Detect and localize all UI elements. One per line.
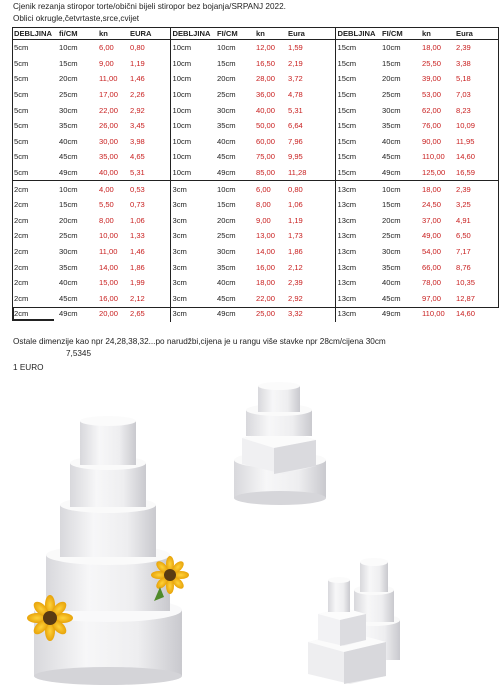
- price-kn-cell: 17,00: [99, 90, 119, 100]
- diameter-cell: 30cm: [382, 247, 401, 257]
- diameter-cell: 15cm: [382, 58, 401, 68]
- price-eur-cell: 16,59: [456, 168, 476, 178]
- price-kn-cell: 37,00: [422, 215, 442, 225]
- thickness-cell: 5cm: [14, 90, 29, 100]
- table-row: [12, 306, 499, 322]
- price-kn-cell: 25,50: [422, 58, 442, 68]
- price-kn-cell: 10,00: [99, 231, 119, 241]
- price-eur-cell: 12,87: [456, 293, 476, 303]
- thickness-cell: 2cm: [14, 309, 29, 319]
- thickness-cell: 15cm: [335, 134, 380, 150]
- price-kn-cell: 15,00: [99, 278, 119, 288]
- price-eur-cell: 1,33: [130, 231, 145, 241]
- price-eur-cell: 1,46: [130, 247, 145, 257]
- thickness-cell: 10cm: [170, 40, 215, 56]
- price-eur-cell: 5,18: [456, 74, 471, 84]
- table-row: [12, 244, 499, 260]
- diameter-cell: 45cm: [382, 152, 401, 162]
- column-header: kn: [420, 27, 454, 40]
- diameter-cell: 35cm: [382, 262, 401, 272]
- table-row: [12, 56, 499, 72]
- diameter-cell: 40cm: [217, 136, 236, 146]
- price-kn-cell: 8,00: [99, 215, 114, 225]
- thickness-cell: 15cm: [335, 87, 380, 103]
- diameter-cell: 25cm: [217, 90, 236, 100]
- thickness-cell: 5cm: [14, 58, 29, 68]
- diameter-cell: 15cm: [217, 200, 236, 210]
- price-eur-cell: 2,65: [130, 309, 145, 319]
- price-eur-cell: 3,72: [288, 74, 303, 84]
- diameter-cell: 20cm: [217, 74, 236, 84]
- price-kn-cell: 110,00: [422, 309, 445, 319]
- cake-dummy-photo-square: [302, 556, 412, 686]
- thickness-cell: 13cm: [335, 291, 380, 307]
- price-eur-cell: 6,64: [288, 121, 303, 131]
- thickness-cell: 3cm: [170, 259, 215, 275]
- thickness-cell: 10cm: [170, 102, 215, 118]
- price-kn-cell: 60,00: [256, 136, 276, 146]
- table-row: [12, 291, 499, 307]
- thickness-cell: 15cm: [335, 40, 380, 56]
- diameter-cell: 49cm: [217, 309, 236, 319]
- diameter-cell: 10cm: [215, 181, 254, 197]
- price-kn-cell: 18,00: [422, 43, 442, 53]
- price-kn-cell: 20,00: [99, 309, 119, 319]
- price-eur-cell: 8,23: [456, 105, 471, 115]
- price-kn-cell: 5,50: [99, 200, 114, 210]
- price-kn-cell: 30,00: [99, 136, 119, 146]
- price-eur-cell: 14,60: [456, 309, 476, 319]
- price-eur-cell: 4,78: [288, 90, 303, 100]
- price-kn-cell: 75,00: [256, 152, 276, 162]
- thickness-cell: 13cm: [335, 306, 380, 322]
- column-header: FI/CM: [380, 27, 420, 40]
- price-eur-cell: 2,19: [288, 58, 303, 68]
- column-header: DEBLJINA: [170, 27, 215, 40]
- diameter-cell: 20cm: [59, 74, 78, 84]
- price-eur-cell: 10,35: [456, 278, 476, 288]
- thickness-cell: 13cm: [335, 228, 380, 244]
- price-eur-cell: 9,95: [288, 152, 303, 162]
- price-kn-cell: 22,00: [99, 105, 119, 115]
- thickness-cell: 3cm: [170, 244, 215, 260]
- table-row: [12, 181, 499, 197]
- diameter-cell: 15cm: [59, 58, 78, 68]
- price-kn-cell: 90,00: [422, 136, 442, 146]
- diameter-cell: 25cm: [382, 90, 401, 100]
- price-kn-cell: 16,00: [256, 262, 276, 272]
- price-eur-cell: 7,96: [288, 136, 303, 146]
- diameter-cell: 30cm: [382, 105, 401, 115]
- thickness-cell: 3cm: [170, 275, 215, 291]
- diameter-cell: 30cm: [59, 247, 78, 257]
- price-eur-cell: 3,38: [456, 58, 471, 68]
- table-row: [12, 165, 499, 181]
- price-kn-cell: 39,00: [422, 74, 442, 84]
- price-eur-cell: 1,46: [130, 74, 145, 84]
- diameter-cell: 10cm: [217, 43, 236, 53]
- price-kn-cell: 4,00: [97, 181, 128, 197]
- price-eur-cell: 2,39: [288, 278, 303, 288]
- column-header: FI/CM: [215, 27, 254, 40]
- thickness-cell: 2cm: [14, 200, 29, 210]
- thickness-cell: 2cm: [14, 215, 29, 225]
- price-eur-cell: 0,53: [128, 181, 170, 197]
- thickness-cell: 2cm: [14, 247, 29, 257]
- price-kn-cell: 50,00: [256, 121, 276, 131]
- diameter-cell: 15cm: [59, 200, 78, 210]
- diameter-cell: 45cm: [59, 152, 78, 162]
- table-row: [12, 134, 499, 150]
- diameter-cell: 20cm: [382, 215, 401, 225]
- thickness-cell: 5cm: [14, 121, 29, 131]
- diameter-cell: 15cm: [217, 58, 236, 68]
- column-header: kn: [254, 27, 286, 40]
- price-kn-cell: 24,50: [422, 200, 442, 210]
- price-eur-cell: 5,31: [288, 105, 303, 115]
- diameter-cell: 35cm: [59, 121, 78, 131]
- thickness-cell: 5cm: [14, 136, 29, 146]
- diameter-cell: 10cm: [382, 43, 401, 53]
- diameter-cell: 49cm: [59, 168, 78, 178]
- price-eur-cell: 7,17: [456, 247, 471, 257]
- price-kn-cell: 66,00: [422, 262, 442, 272]
- thickness-cell: 5cm: [14, 74, 29, 84]
- price-kn-cell: 14,00: [256, 247, 276, 257]
- thickness-cell: 10cm: [170, 56, 215, 72]
- diameter-cell: 25cm: [382, 231, 401, 241]
- price-eur-cell: 0,80: [286, 181, 335, 197]
- price-kn-cell: 9,00: [256, 215, 271, 225]
- price-eur-cell: 2,39: [454, 181, 499, 197]
- price-eur-cell: 7,03: [456, 90, 471, 100]
- price-eur-cell: 1,59: [288, 43, 303, 53]
- price-kn-cell: 11,00: [99, 247, 118, 257]
- price-eur-cell: 4,91: [456, 215, 471, 225]
- diameter-cell: 49cm: [382, 309, 401, 319]
- price-eur-cell: 11,28: [288, 168, 307, 178]
- diameter-cell: 40cm: [382, 278, 401, 288]
- diameter-cell: 45cm: [217, 293, 236, 303]
- price-kn-cell: 40,00: [256, 105, 276, 115]
- note-exchange-rate: 7,5345: [66, 349, 92, 358]
- price-kn-cell: 125,00: [422, 168, 446, 178]
- diameter-cell: 35cm: [382, 121, 401, 131]
- column-header: DEBLJINA: [335, 27, 380, 40]
- price-kn-cell: 97,00: [422, 293, 442, 303]
- diameter-cell: 30cm: [217, 247, 236, 257]
- price-table: [12, 27, 499, 322]
- diameter-cell: 40cm: [59, 278, 78, 288]
- table-row: [12, 118, 499, 134]
- diameter-cell: 20cm: [382, 74, 401, 84]
- thickness-cell: 10cm: [170, 118, 215, 134]
- diameter-cell: 35cm: [59, 262, 78, 272]
- price-kn-cell: 40,00: [99, 168, 119, 178]
- column-header: EURA: [128, 27, 170, 40]
- diameter-cell: 20cm: [59, 215, 78, 225]
- column-header: kn: [97, 27, 128, 40]
- diameter-cell: 30cm: [59, 105, 78, 115]
- price-kn-cell: 18,00: [256, 278, 276, 288]
- price-eur-cell: 1,86: [130, 262, 145, 272]
- page-subtitle: Oblici okrugle,četvrtaste,srce,cvijet: [13, 14, 140, 23]
- price-kn-cell: 22,00: [256, 293, 276, 303]
- thickness-cell: 15cm: [335, 149, 380, 165]
- thickness-cell: 10cm: [170, 165, 215, 181]
- diameter-cell: 25cm: [217, 231, 236, 241]
- diameter-cell: 35cm: [217, 262, 236, 272]
- price-kn-cell: 49,00: [422, 231, 442, 241]
- diameter-cell: 10cm: [59, 43, 78, 53]
- price-kn-cell: 85,00: [256, 168, 276, 178]
- diameter-cell: 20cm: [217, 215, 236, 225]
- price-eur-cell: 5,31: [130, 168, 145, 178]
- price-kn-cell: 6,00: [254, 181, 286, 197]
- column-header: Eura: [286, 27, 335, 40]
- note-euro: 1 EURO: [13, 363, 44, 372]
- column-header: Eura: [454, 27, 499, 40]
- diameter-cell: 45cm: [59, 293, 78, 303]
- thickness-cell: 10cm: [170, 149, 215, 165]
- thickness-cell: 10cm: [170, 71, 215, 87]
- price-eur-cell: 1,06: [130, 215, 145, 225]
- thickness-cell: 5cm: [14, 105, 29, 115]
- table-row: [12, 40, 499, 56]
- table-header-row: [12, 27, 499, 40]
- price-eur-cell: 2,92: [130, 105, 145, 115]
- thickness-cell: 13cm: [335, 259, 380, 275]
- diameter-cell: 49cm: [217, 168, 236, 178]
- price-kn-cell: 11,00: [99, 74, 118, 84]
- price-eur-cell: 1,73: [288, 231, 303, 241]
- table-row: [12, 149, 499, 165]
- price-kn-cell: 36,00: [256, 90, 276, 100]
- price-kn-cell: 6,00: [99, 43, 114, 53]
- price-kn-cell: 8,00: [256, 200, 271, 210]
- cake-dummy-photo-tall: [20, 405, 200, 685]
- thickness-cell: 2cm: [14, 262, 29, 272]
- price-kn-cell: 62,00: [422, 105, 442, 115]
- thickness-cell: 2cm: [14, 278, 29, 288]
- diameter-cell: 30cm: [217, 105, 236, 115]
- table-row: [12, 259, 499, 275]
- price-eur-cell: 3,45: [130, 121, 145, 131]
- table-row: [12, 213, 499, 229]
- price-kn-cell: 26,00: [99, 121, 119, 131]
- price-kn-cell: 16,00: [99, 293, 119, 303]
- price-eur-cell: 1,06: [288, 200, 303, 210]
- thickness-cell: 5cm: [14, 43, 29, 53]
- thickness-cell: 15cm: [335, 102, 380, 118]
- thickness-cell: 15cm: [335, 71, 380, 87]
- thickness-cell: 5cm: [14, 152, 29, 162]
- thickness-cell: 3cm: [170, 197, 215, 213]
- price-eur-cell: 14,60: [456, 152, 476, 162]
- thickness-cell: 3cm: [170, 213, 215, 229]
- thickness-cell: 2cm: [12, 181, 57, 197]
- price-eur-cell: 3,32: [288, 309, 303, 319]
- price-kn-cell: 12,00: [256, 43, 276, 53]
- table-stub-line: [12, 319, 54, 321]
- price-eur-cell: 2,12: [130, 293, 145, 303]
- price-kn-cell: 53,00: [422, 90, 442, 100]
- price-eur-cell: 0,80: [130, 43, 145, 53]
- note-dimensions: Ostale dimenzije kao npr 24,28,38,32...po narudžbi,cijena je u rangu više stavke npr 28cm/cijena 30cm: [13, 337, 386, 346]
- price-eur-cell: 0,73: [130, 200, 145, 210]
- table-row: [12, 102, 499, 118]
- diameter-cell: 40cm: [382, 136, 401, 146]
- thickness-cell: 13cm: [335, 181, 380, 197]
- price-kn-cell: 28,00: [256, 74, 276, 84]
- diameter-cell: 45cm: [217, 152, 236, 162]
- price-eur-cell: 8,76: [456, 262, 471, 272]
- price-kn-cell: 14,00: [99, 262, 119, 272]
- cake-dummy-photo-mixed: [228, 382, 334, 510]
- diameter-cell: 40cm: [217, 278, 236, 288]
- diameter-cell: 10cm: [380, 181, 420, 197]
- price-eur-cell: 1,19: [288, 215, 303, 225]
- price-kn-cell: 25,00: [256, 309, 276, 319]
- thickness-cell: 13cm: [335, 244, 380, 260]
- table-row: [12, 228, 499, 244]
- price-eur-cell: 2,26: [130, 90, 145, 100]
- price-eur-cell: 2,12: [288, 262, 303, 272]
- price-eur-cell: 1,86: [288, 247, 303, 257]
- price-eur-cell: 10,09: [456, 121, 476, 131]
- price-kn-cell: 9,00: [99, 58, 114, 68]
- diameter-cell: 35cm: [217, 121, 236, 131]
- diameter-cell: 15cm: [382, 200, 401, 210]
- thickness-cell: 2cm: [14, 231, 29, 241]
- diameter-cell: 10cm: [57, 181, 97, 197]
- thickness-cell: 13cm: [335, 197, 380, 213]
- diameter-cell: 25cm: [59, 90, 78, 100]
- price-eur-cell: 1,99: [130, 278, 145, 288]
- price-kn-cell: 18,00: [420, 181, 454, 197]
- diameter-cell: 49cm: [382, 168, 401, 178]
- price-eur-cell: 11,95: [456, 136, 475, 146]
- column-header: DEBLJINA: [12, 27, 57, 40]
- page-title: Cjenik rezanja stiropor torte/obični bijeli stiropor bez bojanja/SRPANJ 2022.: [13, 2, 286, 11]
- table-row: [12, 71, 499, 87]
- thickness-cell: 3cm: [170, 181, 215, 197]
- price-kn-cell: 35,00: [99, 152, 119, 162]
- thickness-cell: 15cm: [335, 165, 380, 181]
- price-eur-cell: 2,92: [288, 293, 303, 303]
- price-eur-cell: 2,39: [456, 43, 471, 53]
- price-eur-cell: 3,25: [456, 200, 471, 210]
- table-row: [12, 87, 499, 103]
- price-kn-cell: 76,00: [422, 121, 442, 131]
- table-row: [12, 197, 499, 213]
- thickness-cell: 15cm: [335, 56, 380, 72]
- thickness-cell: 15cm: [335, 118, 380, 134]
- diameter-cell: 45cm: [382, 293, 401, 303]
- thickness-cell: 2cm: [14, 293, 29, 303]
- thickness-cell: 13cm: [335, 213, 380, 229]
- price-eur-cell: 4,65: [130, 152, 145, 162]
- thickness-cell: 10cm: [170, 87, 215, 103]
- price-eur-cell: 1,19: [130, 58, 145, 68]
- table-row: [12, 275, 499, 291]
- price-eur-cell: 3,98: [130, 136, 145, 146]
- price-kn-cell: 110,00: [422, 152, 445, 162]
- price-kn-cell: 78,00: [422, 278, 442, 288]
- price-eur-cell: 6,50: [456, 231, 471, 241]
- diameter-cell: 25cm: [59, 231, 78, 241]
- diameter-cell: 49cm: [59, 309, 78, 319]
- thickness-cell: 3cm: [170, 228, 215, 244]
- diameter-cell: 40cm: [59, 136, 78, 146]
- thickness-cell: 5cm: [14, 168, 29, 178]
- thickness-cell: 10cm: [170, 134, 215, 150]
- price-kn-cell: 54,00: [422, 247, 442, 257]
- thickness-cell: 13cm: [335, 275, 380, 291]
- thickness-cell: 3cm: [170, 291, 215, 307]
- column-header: fi/CM: [57, 27, 97, 40]
- thickness-cell: 3cm: [170, 306, 215, 322]
- price-kn-cell: 13,00: [256, 231, 276, 241]
- price-kn-cell: 16,50: [256, 58, 276, 68]
